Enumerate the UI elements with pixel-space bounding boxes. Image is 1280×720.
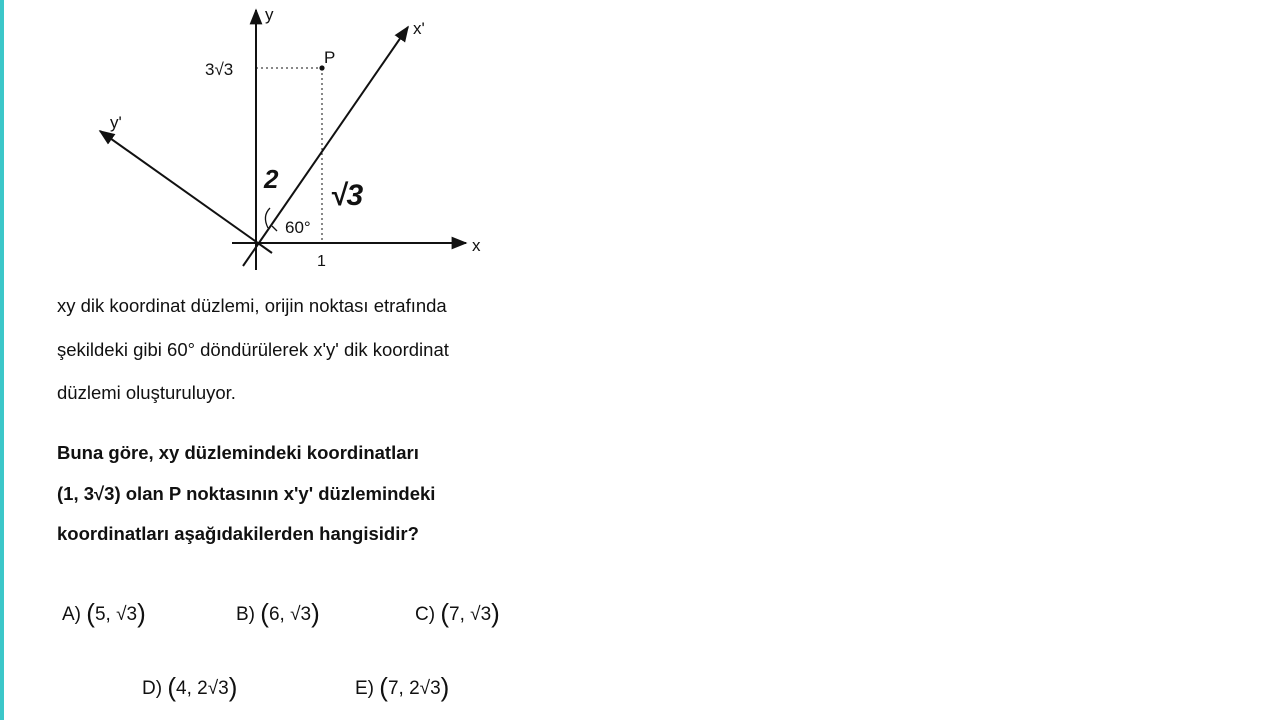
x-prime-axis-label: x': [413, 19, 425, 38]
option-d[interactable]: D) (4, 2√3): [142, 672, 238, 702]
question-line-2: (1, 3√3) olan P noktasının x'y' düzlemindeki: [57, 483, 436, 504]
option-c-x: 7: [449, 604, 460, 625]
point-p-label: P: [324, 48, 336, 67]
option-c[interactable]: C) (7, √3): [415, 598, 500, 628]
option-d-letter: D): [142, 678, 163, 699]
option-b-letter: B): [236, 604, 255, 625]
statement-line-3: düzlemi oluşturuluyor.: [57, 382, 236, 403]
option-b-y: √3: [290, 604, 312, 625]
y-axis-label: y: [265, 5, 274, 24]
option-e-letter: E): [355, 678, 374, 699]
y-tick-label: 3√3: [205, 60, 234, 79]
option-e[interactable]: E) (7, 2√3): [355, 672, 450, 702]
statement-line-2: şekildeki gibi 60° döndürülerek x'y' dik koordinat: [57, 339, 449, 360]
question-line-1: Buna göre, xy düzlemindeki koordinatları: [57, 442, 419, 463]
angle-arc-head: [272, 226, 277, 231]
angle-arc: [265, 208, 270, 228]
option-a-y: √3: [116, 604, 138, 625]
option-b-x: 6: [268, 604, 280, 625]
option-d-y: 2√3: [197, 678, 229, 699]
option-a-x: 5: [94, 604, 106, 625]
y-prime-axis: [100, 131, 272, 253]
angle-label: 60°: [285, 218, 311, 237]
option-c-letter: C): [415, 604, 436, 625]
option-a-letter: A): [62, 604, 81, 625]
x-tick-label: 1: [317, 253, 326, 270]
option-c-y: √3: [470, 604, 492, 625]
option-d-x: 4: [176, 678, 187, 699]
handwritten-root3: √3: [330, 179, 364, 212]
statement-line-1: xy dik koordinat düzlemi, orijin noktası etrafında: [57, 295, 447, 316]
question-line-3: koordinatları aşağıdakilerden hangisidir?: [57, 523, 419, 544]
option-e-x: 7: [387, 678, 399, 699]
handwritten-2: 2: [264, 164, 279, 194]
y-prime-axis-label: y': [110, 113, 122, 132]
option-e-y: 2√3: [409, 678, 441, 699]
option-a[interactable]: A) (5, √3): [62, 598, 146, 628]
option-b[interactable]: B) (6, √3): [236, 598, 320, 628]
rotation-diagram: [0, 0, 640, 285]
x-axis-label: x: [472, 236, 481, 255]
